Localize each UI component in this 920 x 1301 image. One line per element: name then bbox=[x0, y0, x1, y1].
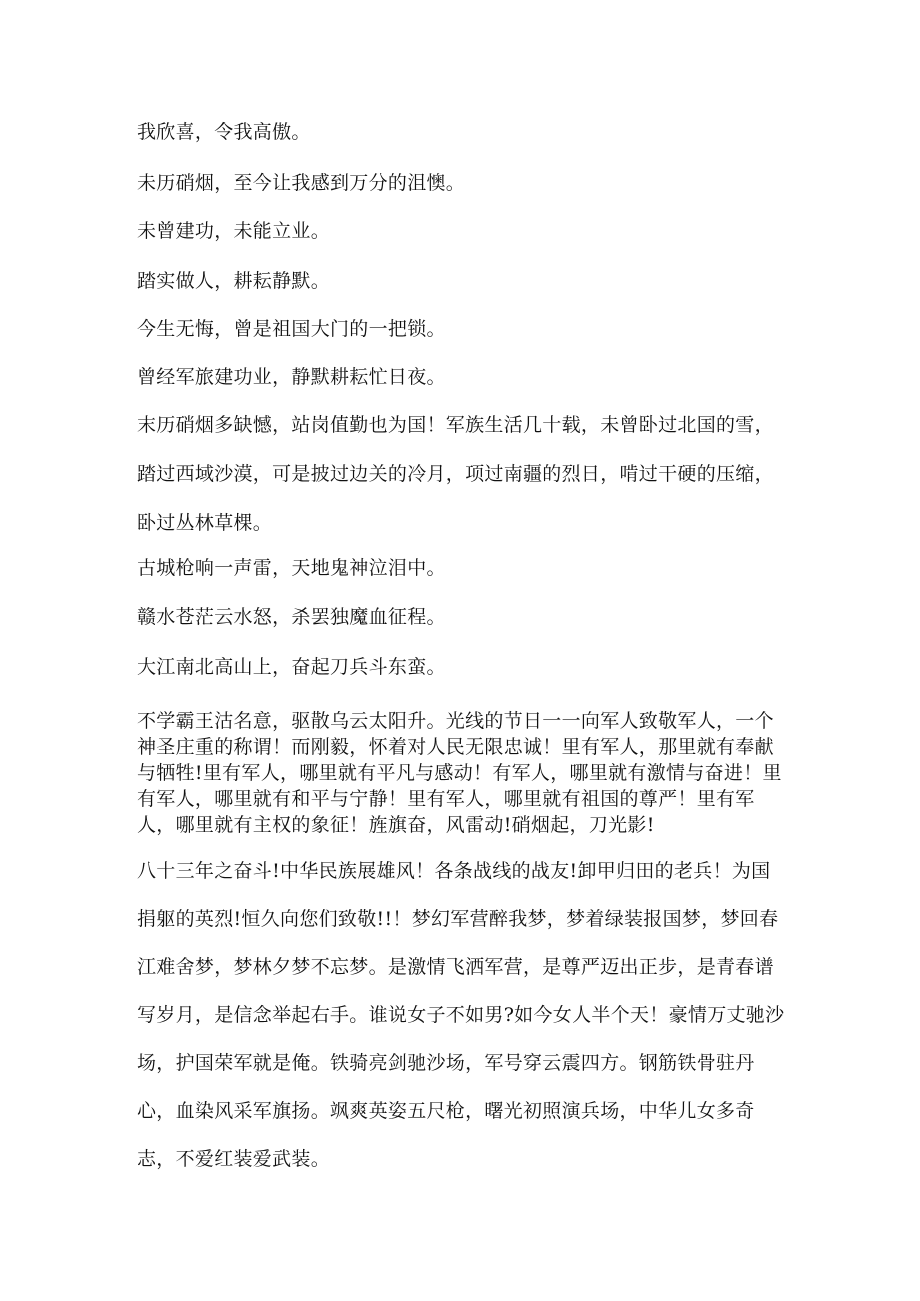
paragraph-5: 今生无悔，曾是祖国大门的一把锁。 bbox=[137, 318, 446, 340]
paragraph-10: 大江南北高山上，奋起刀兵斗东蛮。 bbox=[137, 656, 446, 678]
paragraph-12: 八十三年之奋斗!中华民族展雄风！各条战线的战友!卸甲归田的老兵！为国捐躯的英烈!恒久向您们致敬!!！梦幻军营醉我梦，梦着绿装报国梦，梦回春江难舍梦，梦林夕梦不忘梦。是激情飞洒军营，是尊严迈出正步，是青春谱写岁月，是信念举起右手。谁说女子不如男?如今女人半个天！豪情万丈驰沙场，护国荣军就是俺。铁骑亮剑驰沙场，军号穿云震四方。钢筋铁骨驻丹心，血染风采军旗扬。飒爽英姿五尺枪，曙光初照演兵场，中华儿女多奇志，不爱红装爱武装。 bbox=[137, 860, 785, 1170]
paragraph-6: 曾经军旅建功业，静默耕耘忙日夜。 bbox=[137, 366, 446, 388]
paragraph-2: 未历硝烟，至今让我感到万分的沮懊。 bbox=[137, 172, 466, 194]
paragraph-11: 不学霸王沽名意，驱散乌云太阳升。光线的节日一一向军人致敬军人，一个神圣庄重的称谓！而刚毅，怀着对人民无限忠诚！里有军人，那里就有奉献与牺牲!里有军人，哪里就有平凡与感动！有军人，哪里就有激情与奋进！里有军人，哪里就有和平与宁静！里有军人，哪里就有祖国的尊严！里有军人，哪里就有主权的象征！旌旗奋，风雷动!硝烟起，刀光影! bbox=[137, 710, 782, 836]
paragraph-1: 我欣喜，令我高傲。 bbox=[137, 121, 311, 143]
paragraph-8: 古城枪响一声雷，天地鬼神泣泪中。 bbox=[137, 557, 446, 579]
paragraph-9: 赣水苍茫云水怒，杀罢独魔血征程。 bbox=[137, 606, 446, 628]
paragraph-4: 踏实做人，耕耘静默。 bbox=[137, 270, 331, 292]
paragraph-7: 末历硝烟多缺憾，站岗值勤也为国！军族生活几十载，未曾卧过北国的雪，踏过西域沙漠，可是披过边关的冷月，项过南疆的烈日，啃过干硬的压缩，卧过丛林草棵。 bbox=[137, 414, 774, 534]
paragraph-3: 未曾建功，未能立业。 bbox=[137, 220, 331, 242]
